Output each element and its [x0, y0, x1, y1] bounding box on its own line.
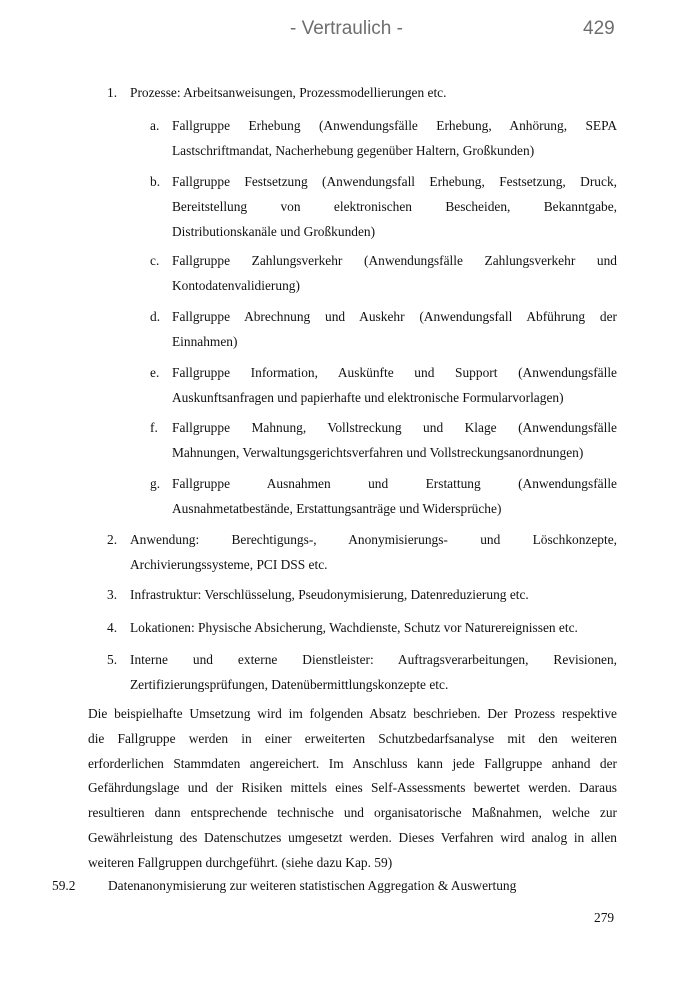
list-item: a. Fallgruppe Erhebung (Anwendungsfälle Erhebung, Anhörung, SEPA Lastschriftmandat, Nacherhebung gegenüber Haltern, Großkunden) [150, 118, 617, 158]
list-item: d. Fallgruppe Abrechnung und Auskehr (Anwendungsfall Abführung der Einnahmen) [150, 309, 617, 349]
list-item: f. Fallgruppe Mahnung, Vollstreckung und Klage (Anwendungsfälle Mahnungen, Verwaltungsgerichtsverfahren und Vollstreckungsanordnungen) [150, 420, 617, 460]
list-item: 2. Anwendung: Berechtigungs-, Anonymisierungs- und Löschkonzepte, Archivierungssysteme, PCI DSS etc. [107, 532, 617, 572]
list-item: g. Fallgruppe Ausnahmen und Erstattung (Anwendungsfälle Ausnahmetatbestände, Erstattungsanträge und Widersprüche) [150, 476, 617, 516]
list-item: e. Fallgruppe Information, Auskünfte und Support (Anwendungsfälle Auskunftsanfragen und papierhafte und elektronische Formularvorlagen) [150, 365, 617, 405]
list-item: c. Fallgruppe Zahlungsverkehr (Anwendungsfälle Zahlungsverkehr und Kontodatenvalidierung) [150, 253, 617, 293]
page-number: 279 [594, 910, 615, 925]
confidential-label: - Vertraulich - [290, 18, 403, 39]
list-item: b. Fallgruppe Festsetzung (Anwendungsfall Erhebung, Festsetzung, Druck, Bereitstellung von elektronischen Bescheiden, Bekanntgabe, Distributionskanäle und Großkunden) [150, 174, 617, 239]
list-item: 5. Interne und externe Dienstleister: Auftragsverarbeitungen, Revisionen, Zertifizierungsprüfungen, Datenübermittlungskonzepte etc. [107, 652, 617, 692]
body-paragraph: Die beispielhafte Umsetzung wird im folgenden Absatz beschrieben. Der Prozess respektive die Fallgruppe werden in einer erweiterten Schutzbedarfsanalyse mit den weiteren erforderlichen Stammdaten angereichert. Im Anschluss kann jede Fallgruppe anhand der Gefährdungslage und der Risiken mittels eines Self-Assessments bewertet werden. Daraus resultieren dann entsprechende technische und organisatorische Maßnahmen, welche zur Gewährleistung des Datenschutzes umgesetzt werden. Dieses Verfahren wird analog in allen weiteren Fallgruppen durchgeführt. (siehe dazu Kap. 59) [88, 706, 617, 870]
section-title: Datenanonymisierung zur weiteren statistischen Aggregation & Auswertung [108, 878, 517, 893]
list-item: 3. Infrastruktur: Verschlüsselung, Pseudonymisierung, Datenreduzierung etc. [107, 587, 529, 602]
header-page-number: 429 [583, 18, 615, 39]
section-number: 59.2 [52, 878, 76, 893]
list-item: 4. Lokationen: Physische Absicherung, Wachdienste, Schutz vor Naturereignissen etc. [107, 620, 578, 635]
page-header [0, 14, 700, 44]
list-item: 1. Prozesse: Arbeitsanweisungen, Prozessmodellierungen etc. [107, 85, 447, 100]
